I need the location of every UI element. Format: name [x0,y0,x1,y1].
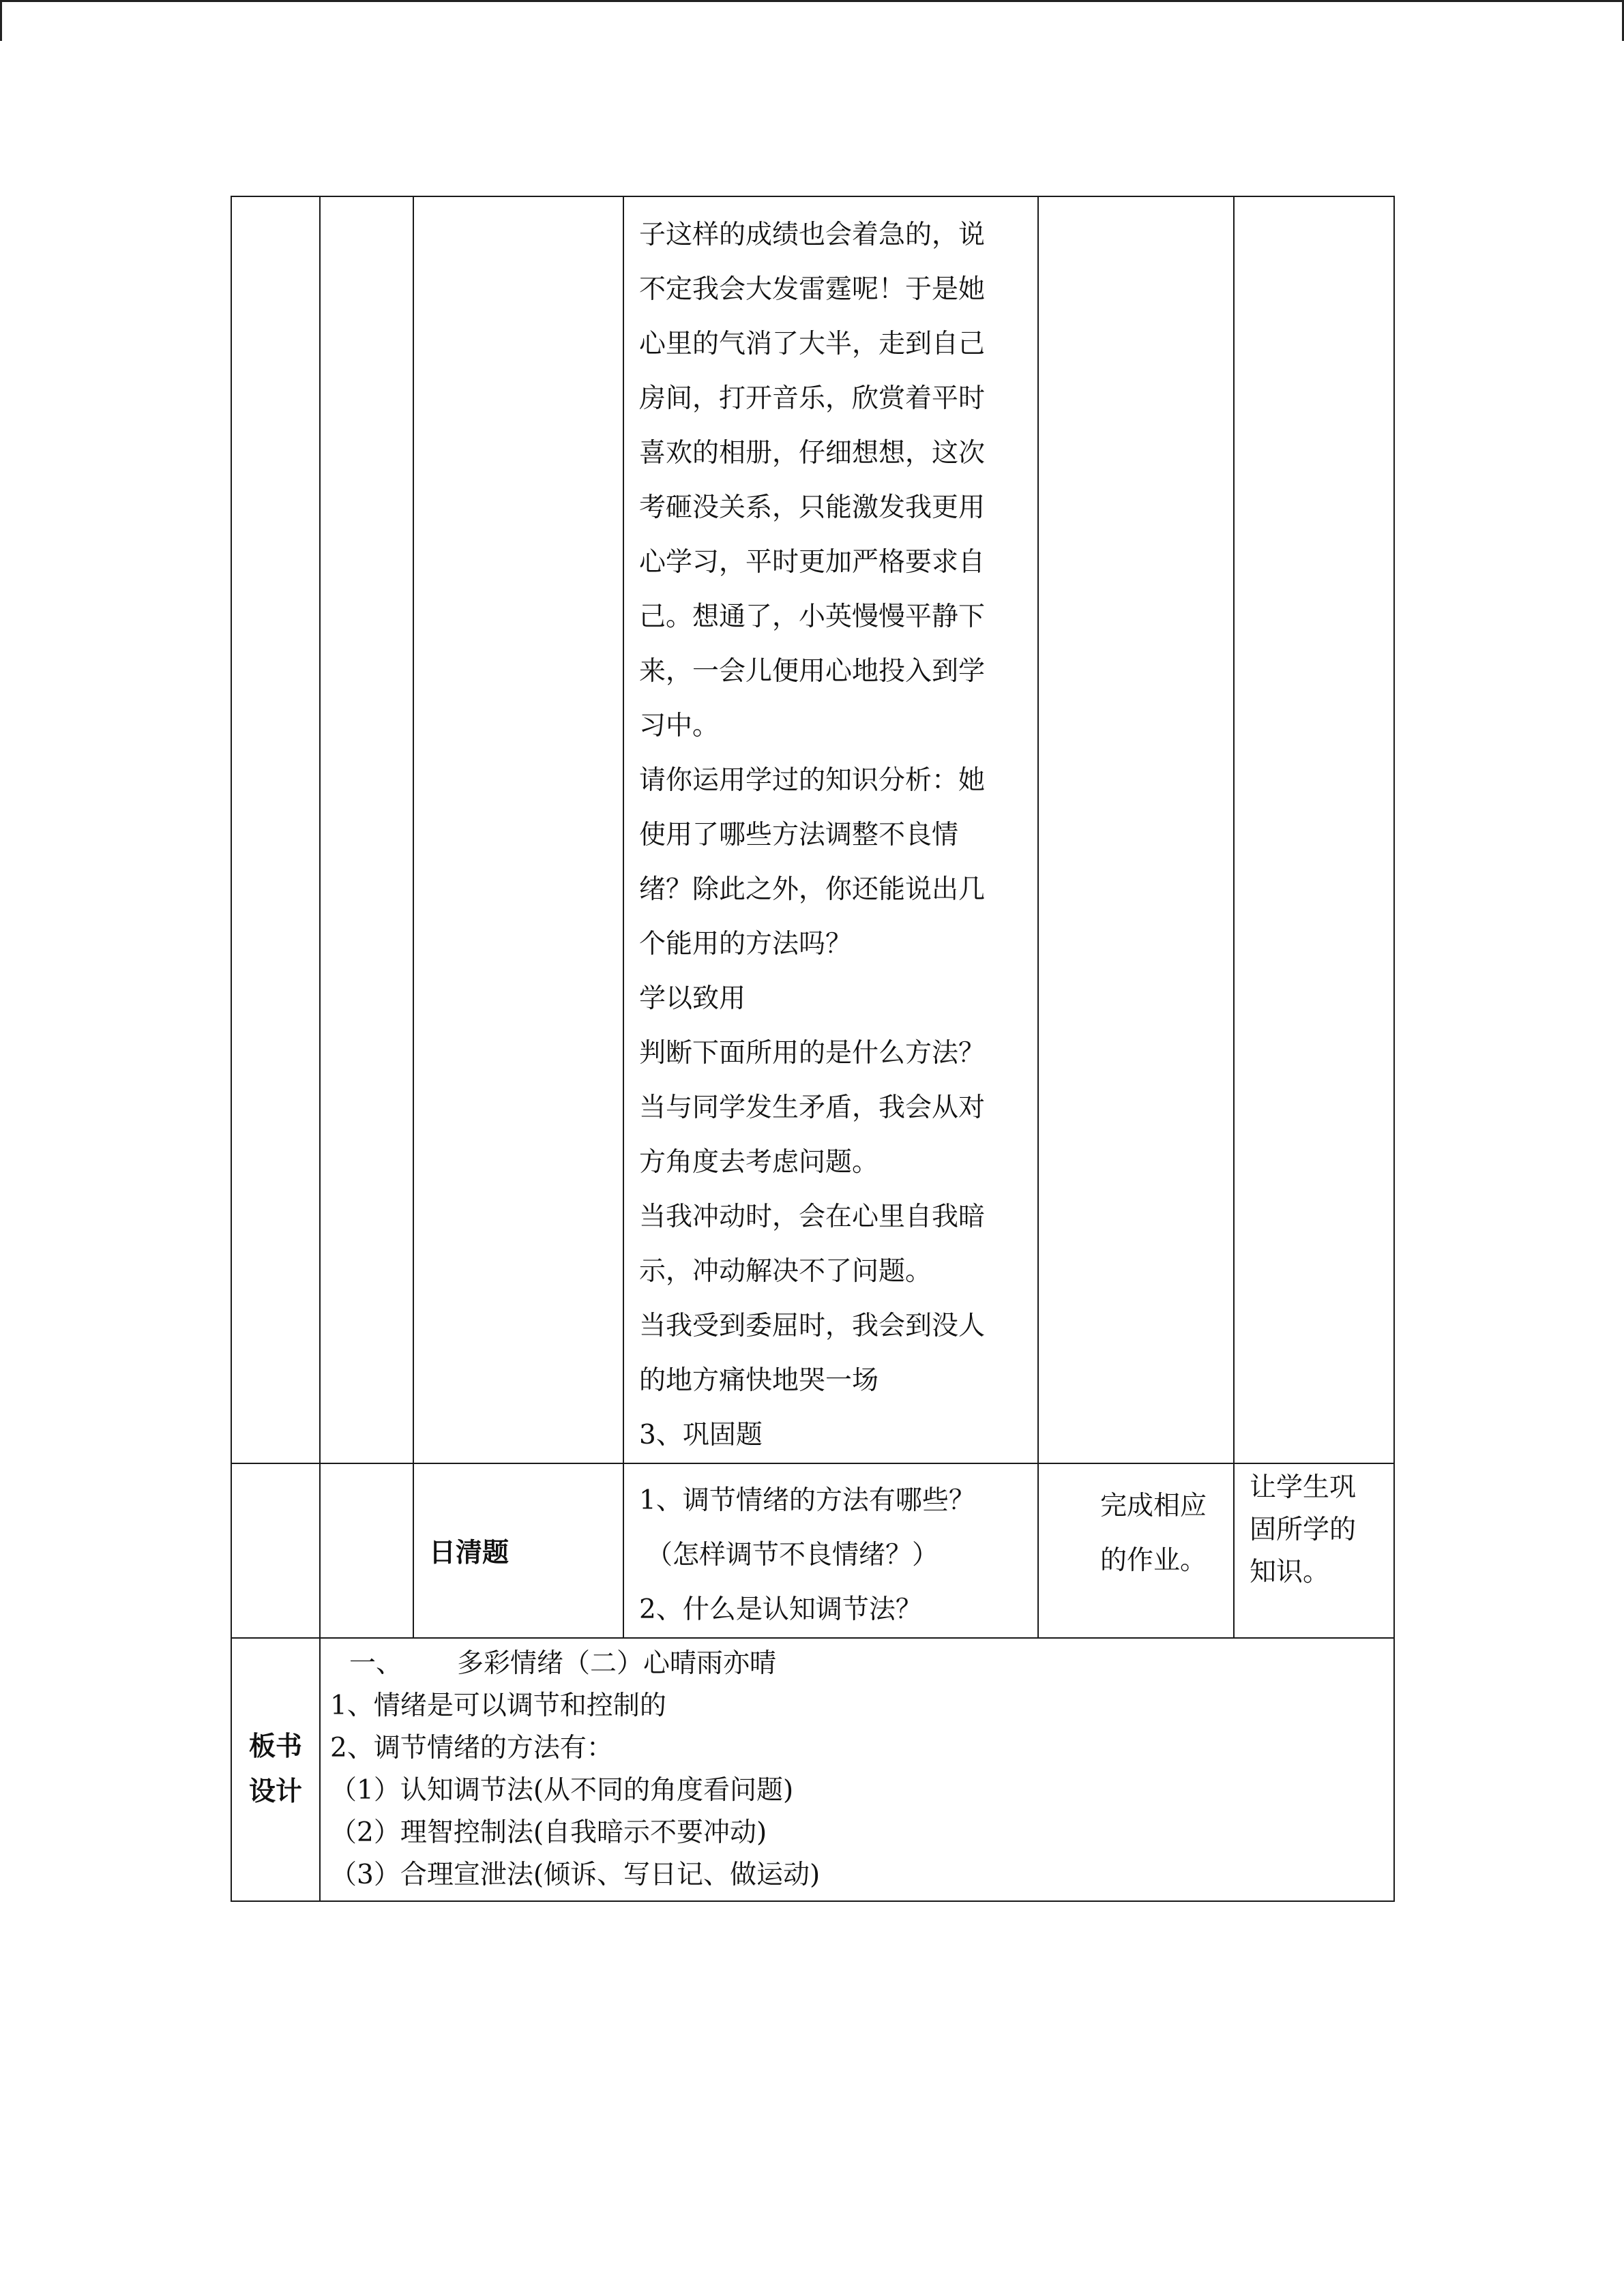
board-line-4: （2）理智控制法(自我暗示不要冲动) [330,1817,767,1848]
student-activity-cell [1038,1463,1234,1638]
lesson-text-line: 喜欢的相册，仔细想想，这次 [639,438,986,468]
lesson-text-line: 当与同学发生矛盾，我会从对 [639,1092,986,1123]
daily-question-1-note: （怎样调节不良情绪？） [646,1540,939,1570]
board-design-content [320,1638,1394,1901]
lesson-text-line: 请你运用学过的知识分析：她 [639,765,986,796]
board-line-3: （1）认知调节法(从不同的角度看问题) [330,1775,794,1806]
lesson-text-line: 个能用的方法吗？ [639,929,853,959]
lesson-text-line: 绪？除此之外，你还能说出几 [639,874,986,905]
board-label-line-2: 设计 [248,1776,302,1807]
lesson-text-line: 示，冲动解决不了问题。 [639,1256,932,1287]
lesson-text-line: 当我受到委屈时，我会到没人 [639,1311,986,1341]
design-intent-cell [1234,1463,1394,1638]
daily-exercise-label: 日清题 [413,1463,623,1638]
design-intent-line-3: 知识。 [1250,1557,1330,1587]
cell-empty-6 [1234,196,1394,1463]
lesson-text-line: 习中。 [639,711,720,741]
lesson-text-line: 学以致用 [639,983,746,1014]
board-label-line-1: 板书 [248,1731,302,1762]
lesson-text-line: 判断下面所用的是什么方法？ [639,1038,986,1069]
cell-empty-8 [320,1463,413,1638]
lesson-text-line: 的地方痛快地哭一场 [639,1365,879,1396]
student-activity-line-1: 完成相应 [1100,1491,1207,1521]
board-heading [330,1643,1393,1685]
lesson-text-line: 房间，打开音乐，欣赏着平时 [639,383,986,414]
lesson-text-line: 方角度去考虑问题。 [639,1147,879,1178]
cell-empty-2 [320,196,413,1463]
daily-question-1: 1、调节情绪的方法有哪些？ [639,1485,975,1516]
lesson-content-row [231,196,1394,1463]
cell-empty-1 [231,196,320,1463]
board-heading-text: 多彩情绪（二）心晴雨亦晴 [457,1648,777,1679]
page-left-edge [0,0,2,41]
lesson-text-line: 心学习，平时更加严格要求自 [639,547,986,578]
page-top-border [0,0,1624,2]
daily-exercise-row [231,1463,1394,1638]
lesson-text-cell [623,196,1038,1463]
lesson-text-line: 考砸没关系，只能激发我更用 [639,492,986,523]
daily-question-2: 2、什么是认知调节法？ [639,1594,922,1625]
lesson-text-line: 使用了哪些方法调整不良情 [639,820,959,850]
lesson-text-line: 不定我会大发雷霆呢！于是她 [639,274,986,305]
lesson-text-line: 己。想通了，小英慢慢平静下 [639,601,986,632]
lesson-text-line: 子这样的成绩也会着急的，说 [639,220,986,250]
lesson-text-line: 3、巩固题 [639,1420,763,1450]
lesson-plan-table [231,196,1395,1902]
daily-questions-cell [623,1463,1038,1638]
board-heading-number: 一、 [349,1648,403,1679]
lesson-text-line: 当我冲动时，会在心里自我暗 [639,1202,986,1232]
board-line-5: （3）合理宣泄法(倾诉、写日记、做运动) [330,1860,821,1890]
lesson-text-line: 来，一会儿便用心地投入到学 [639,656,986,687]
board-design-label [231,1638,320,1901]
cell-empty-7 [231,1463,320,1638]
cell-empty-3 [413,196,623,1463]
cell-empty-5 [1038,196,1234,1463]
board-line-2: 2、调节情绪的方法有： [330,1733,613,1763]
board-line-1: 1、情绪是可以调节和控制的 [330,1690,666,1721]
student-activity-line-2: 的作业。 [1100,1545,1207,1576]
lesson-text-lines [624,197,1037,1463]
design-intent-line-1: 让学生巩 [1250,1472,1357,1503]
board-design-row [231,1638,1394,1901]
design-intent-line-2: 固所学的 [1250,1515,1357,1545]
lesson-text-line: 心里的气消了大半，走到自己 [639,329,986,359]
